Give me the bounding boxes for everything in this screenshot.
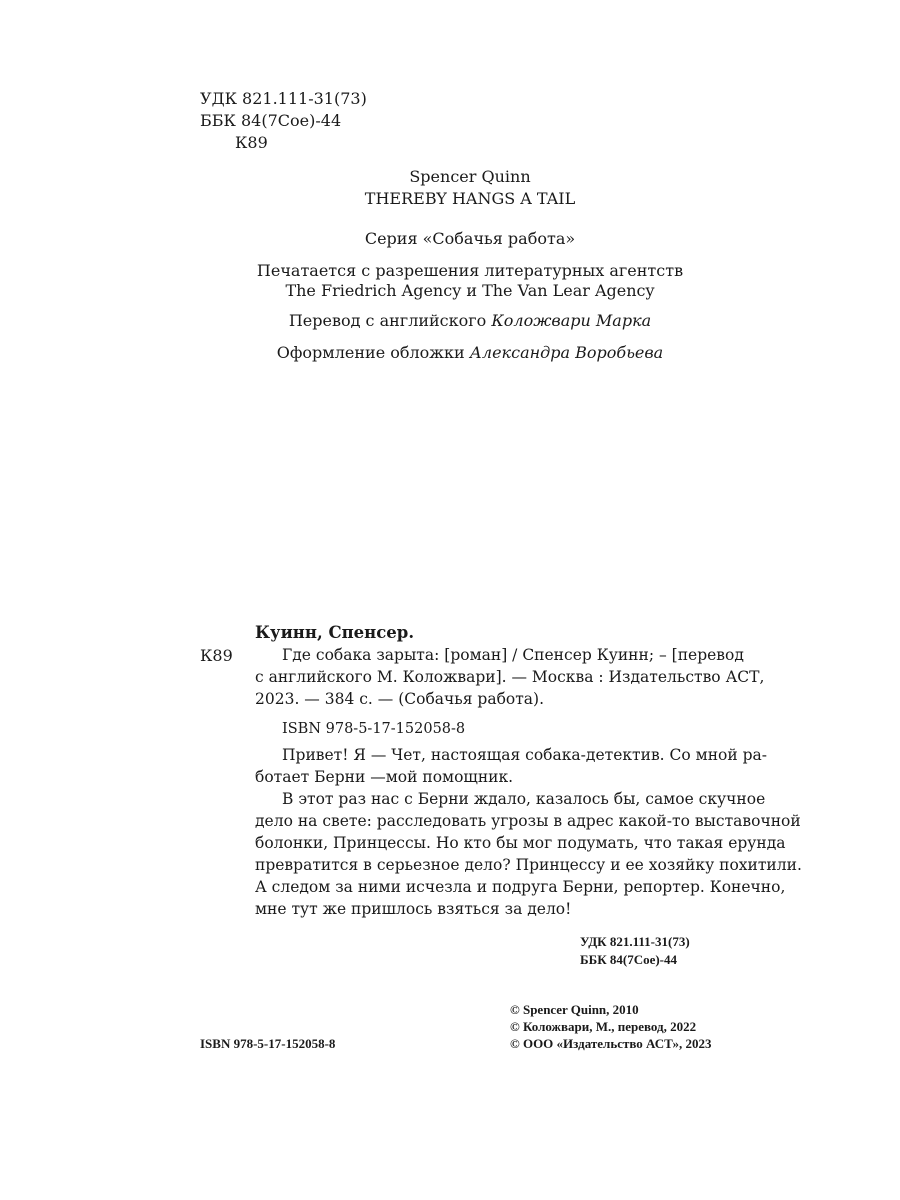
catalog-mark: К89 (200, 646, 233, 665)
cover-line (0, 342, 900, 364)
author-mark: К89 (235, 133, 268, 152)
bottom-bbk-code: ББК 84(7Сое)-44 (580, 952, 678, 967)
catalog-line-3: 2023. — 384 с. — (Собачья работа). (255, 690, 545, 708)
copyright-line: © Spencer Quinn, 2010 (510, 1002, 639, 1017)
translation-prefix: Перевод с английского (288, 311, 487, 330)
cover-artist-name: Александра Воробьева (469, 343, 664, 362)
annotation-line: А следом за ними исчезла и подруга Берни, репортер. Конечно, (255, 878, 786, 896)
author-name-en: Spencer Quinn (409, 167, 531, 186)
annotation-line: В этот раз нас с Берни ждало, казалось бы, самое скучное (282, 790, 766, 808)
annotation-line: превратится в серьезное дело? Принцессу и ее хозяйку похитили. (255, 856, 802, 874)
annotation-line: мне тут же пришлось взяться за дело! (255, 900, 572, 918)
catalog-isbn: ISBN 978-5-17-152058-8 (282, 721, 466, 737)
catalog-line-1: Где собака зарыта: [роман] / Спенсер Куинн; – [перевод (282, 646, 744, 664)
title-en: THEREBY HANGS A TAIL (364, 189, 576, 208)
bottom-isbn: ISBN 978-5-17-152058-8 (200, 1036, 336, 1051)
udk-code: УДК 821.111-31(73) (200, 89, 367, 108)
series-line: Серия «Собачья работа» (364, 229, 576, 248)
catalog-line-2: с английского М. Коложвари]. — Москва : Издательство АСТ, (255, 668, 765, 686)
annotation-line: болонки, Принцессы. Но кто бы мог подумать, что такая ерунда (255, 834, 786, 852)
permission-line-2: The Friedrich Agency и The Van Lear Agency (285, 281, 655, 300)
annotation-line: ботает Берни —мой помощник. (255, 768, 514, 786)
bottom-udk-code: УДК 821.111-31(73) (580, 934, 690, 949)
catalog-author-heading: Куинн, Спенсер. (255, 623, 415, 642)
bbk-code: ББК 84(7Сое)-44 (200, 111, 342, 130)
translator-name: Коложвари Марка (491, 311, 652, 330)
copyright-line: © Коложвари, М., перевод, 2022 (510, 1019, 697, 1034)
annotation-line: дело на свете: расследовать угрозы в адрес какой-то выставочной (255, 812, 801, 830)
cover-prefix: Оформление обложки (276, 343, 465, 362)
translation-line (0, 310, 900, 332)
permission-line-1: Печатается с разрешения литературных агентств (256, 261, 684, 280)
annotation-line: Привет! Я — Чет, настоящая собака-детектив. Со мной ра- (282, 746, 768, 764)
copyright-line: © ООО «Издательство АСТ», 2023 (510, 1036, 712, 1051)
